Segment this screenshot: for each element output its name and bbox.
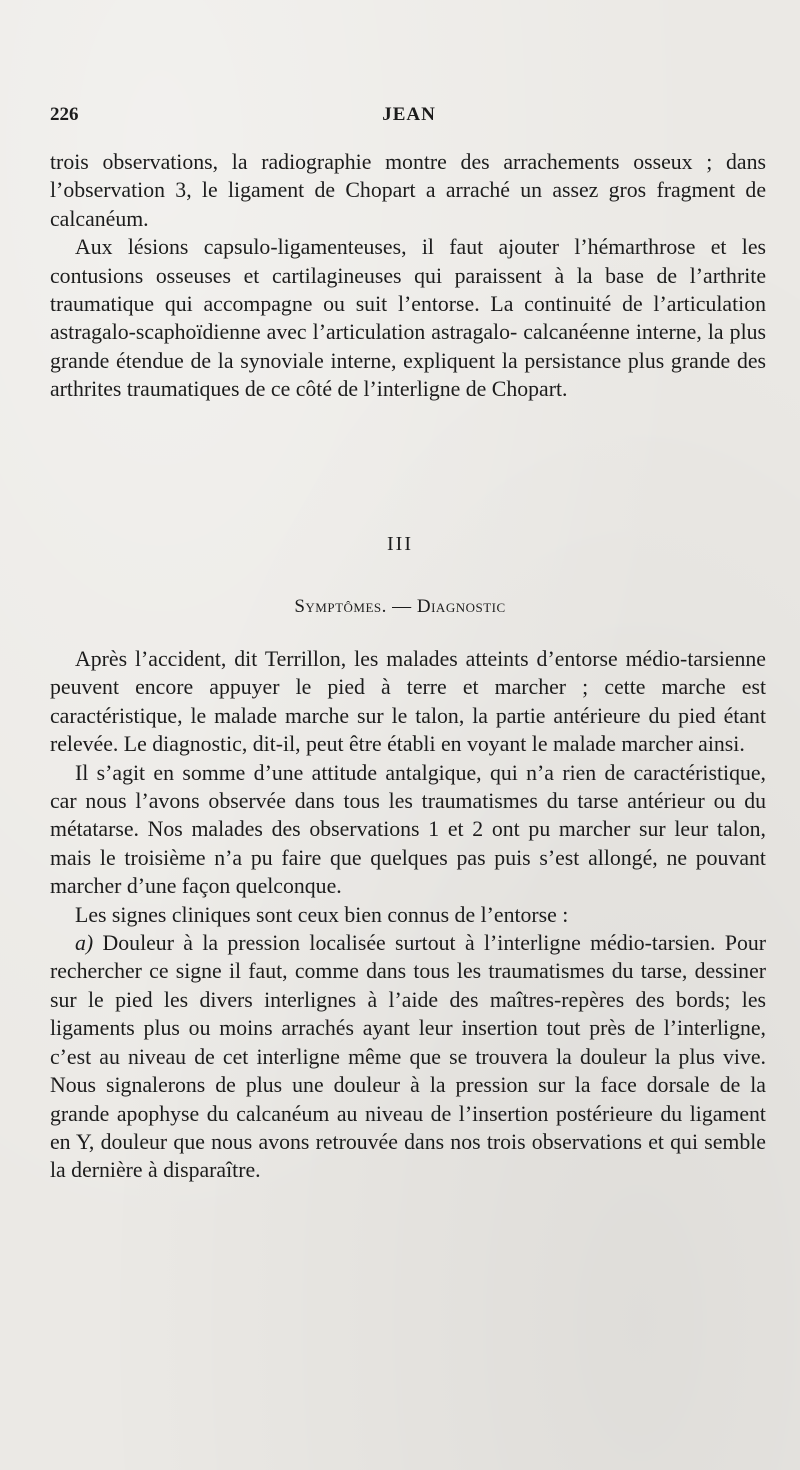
paragraph: Les signes cliniques sont ceux bien connus de l’entorse :	[75, 902, 569, 927]
item-marker: a)	[75, 931, 94, 956]
text-block-before-section	[50, 148, 766, 404]
running-head: JEAN	[382, 104, 436, 125]
text-block-after-section	[50, 645, 766, 1185]
paragraph: Aux lésions capsulo-ligamenteuses, il faut ajouter l’hémarthrose et les contusions osseuses et cartilagineuses qui paraissent à la base de l’arthrite traumatique qui accompagne ou suit l’entorse. La continuité de l’articulation astragalo-scaphoïdienne avec l’articulation astragalo- calcanéenne interne, la plus grande étendue de la synoviale interne, expliquent la persistance plus grande des arthrites traumatiques de ce côté de l’interligne de Chopart.	[50, 235, 766, 402]
paragraph: Après l’accident, dit Terrillon, les malades atteints d’entorse médio-tarsienne peuvent encore appuyer le pied à terre et marcher ; cette marche est caractéristique, le malade marche sur le talon, la partie antérieure du pied étant relevée. Le diagnostic, dit-il, peut être établi en voyant le malade marcher ainsi.	[50, 647, 766, 757]
page-number: 226	[50, 104, 79, 125]
section-title: Symptômes. — Diagnostic	[294, 596, 506, 617]
list-item-a	[50, 929, 766, 1185]
section-number: III	[387, 533, 413, 555]
paragraph: Il s’agit en somme d’une attitude antalgique, qui n’a rien de caractéristique, car nous l’avons observée dans tous les traumatismes du tarse antérieur ou du métatarse. Nos malades des observations 1 et 2 ont pu marcher sur leur talon, mais le troisième n’a pu faire que quelques pas puis s’est allongé, ne pouvant marcher d’une façon quelconque.	[50, 760, 766, 899]
paragraph-continued: trois observations, la radiographie montre des arrachements osseux ; dans l’observation 3, le ligament de Chopart a arraché un assez gros fragment de calcanéum.	[50, 150, 766, 231]
page-header	[50, 100, 768, 130]
item-text: Douleur à la pression localisée surtout à l’interligne médio-tarsien. Pour rechercher ce signe il faut, comme dans tous les traumatismes du tarse, dessiner sur le pied les divers interlignes à l’aide des maîtres-repères des bords; les ligaments plus ou moins arrachés ayant leur insertion tout près de l’interligne, c’est au niveau de cet interligne même que se trouvera la douleur la plus vive. Nous signalerons de plus une douleur à la pression sur la face dorsale de la grande apophyse du calcanéum au niveau de l’insertion postérieure du ligament en Y, douleur que nous avons retrouvée dans nos trois observations et qui semble la dernière à disparaître.	[50, 931, 766, 1183]
